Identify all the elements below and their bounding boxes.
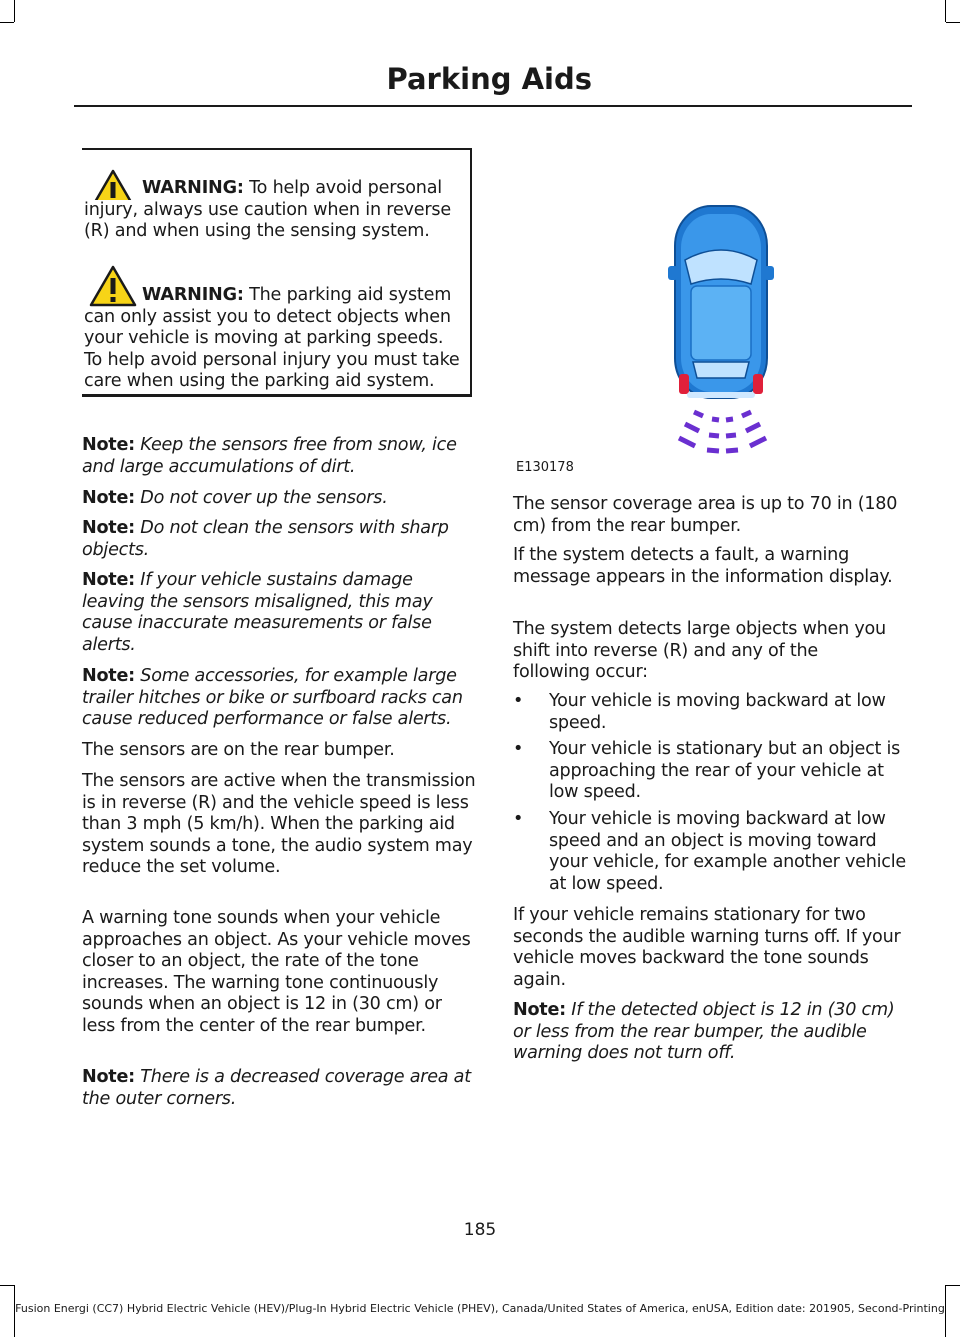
list-item-text: Your vehicle is stationary but an object is approaching the rear of your vehicle at low speed. [549, 739, 901, 802]
car-top-view-icon [513, 148, 907, 478]
warning-label: WARNING: [142, 285, 244, 305]
body-paragraph: The sensors are active when the transmission is in reverse (R) and the vehicle speed is less than 3 mph (5 km/h). When the parking aid system sounds a tone, the audio system may reduce the set volume. [82, 771, 476, 877]
crop-mark [14, 0, 15, 22]
body-paragraph: If your vehicle remains stationary for two seconds the audible warning turns off. If your vehicle moves backward the tone sounds again. [513, 905, 901, 990]
body-paragraph: The system detects large objects when you shift into reverse (R) and any of the following occur: [513, 619, 886, 682]
crop-mark [945, 0, 946, 22]
body-paragraph: If the system detects a fault, a warning message appears in the information display. [513, 545, 893, 587]
parking-sensor-figure [513, 148, 907, 478]
note: Note: Do not cover up the sensors. [82, 488, 388, 508]
warning-text: The parking aid system can only assist you to detect objects when your vehicle is moving at parking speeds. To help avoid personal injury you must take care when using the parking aid system. [84, 285, 460, 391]
warning-1 [84, 178, 466, 243]
footer-text: Fusion Energi (CC7) Hybrid Electric Vehicle (HEV)/Plug-In Hybrid Electric Vehicle (PHEV), Canada/United States of America, enUSA, Edition date: 201905, Second-Printing [15, 1302, 945, 1315]
warning-triangle-icon [88, 158, 138, 200]
bullet-icon: • [513, 691, 524, 711]
bullet-icon: • [513, 739, 524, 759]
crop-mark [946, 1285, 960, 1286]
crop-mark [946, 22, 960, 23]
body-paragraph: The sensor coverage area is up to 70 in (180 cm) from the rear bumper. [513, 494, 898, 536]
page-number: 185 [463, 1220, 497, 1240]
bullet-icon: • [513, 809, 524, 829]
list-item-text: Your vehicle is moving backward at low speed. [549, 691, 886, 733]
body-paragraph: A warning tone sounds when your vehicle approaches an object. As your vehicle moves closer to an object, the rate of the tone increases. The warning tone continuously sounds when an object is 12 in (30 cm) or less from the center of the rear bumper. [82, 908, 471, 1036]
note: Note: There is a decreased coverage area at the outer corners. [82, 1067, 471, 1109]
warning-triangle-icon [88, 265, 138, 307]
list-item-text: Your vehicle is moving backward at low speed and an object is moving toward your vehicle, for example another vehicle at low speed. [549, 809, 906, 894]
note: Note: Some accessories, for example large trailer hitches or bike or surfboard racks can cause reduced performance or false alerts. [82, 666, 463, 729]
warning-2 [84, 285, 466, 393]
page-title: Parking Aids [386, 62, 592, 96]
figure-code: E130178 [516, 460, 574, 475]
note: Note: If your vehicle sustains damage leaving the sensors misaligned, this may cause inaccurate measurements or false alerts. [82, 570, 433, 655]
note: Note: Keep the sensors free from snow, ice and large accumulations of dirt. [82, 435, 457, 477]
crop-mark [0, 22, 14, 23]
body-paragraph: The sensors are on the rear bumper. [82, 740, 395, 760]
crop-mark [0, 1285, 14, 1286]
warning-label: WARNING: [142, 178, 244, 198]
warning-text: To help avoid personal injury, always use caution when in reverse (R) and when using the sensing system. [84, 178, 452, 241]
header-divider [74, 105, 912, 107]
note: Note: Do not clean the sensors with sharp objects. [82, 518, 449, 560]
note: Note: If the detected object is 12 in (30 cm) or less from the rear bumper, the audible warning does not turn off. [513, 1000, 895, 1063]
